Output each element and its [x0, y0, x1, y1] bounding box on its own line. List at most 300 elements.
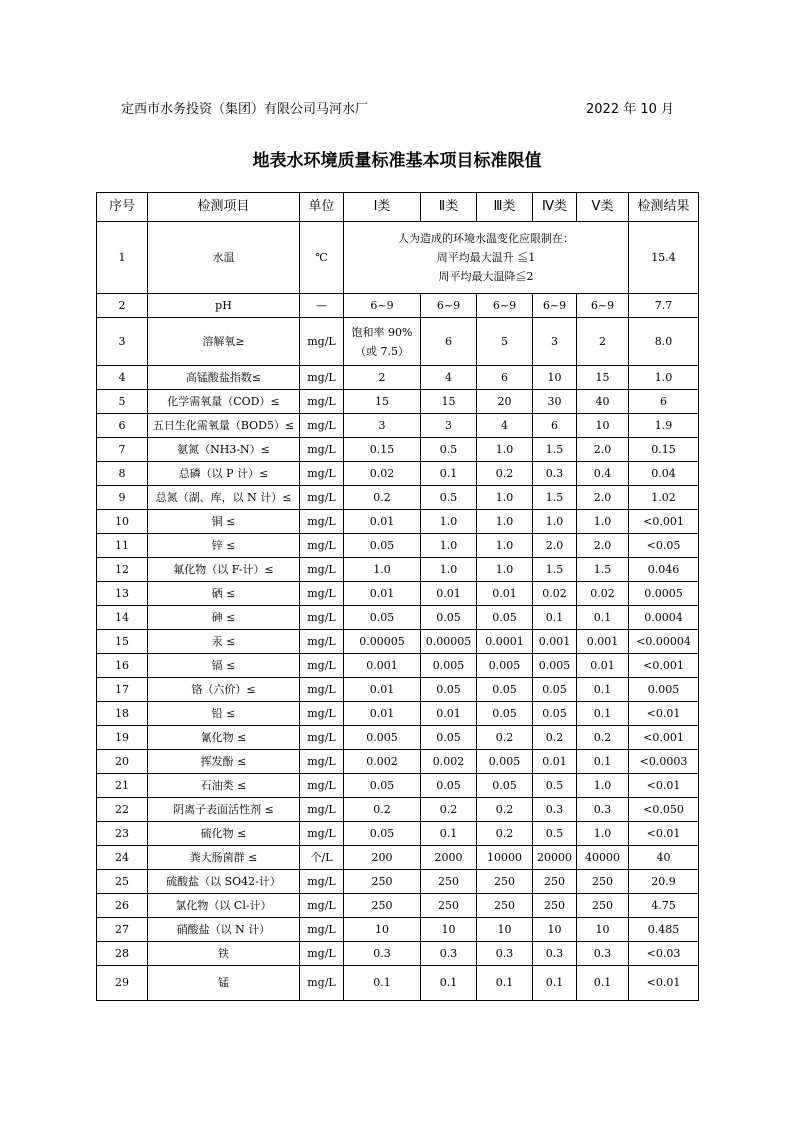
class-5-value: 2.0 [577, 534, 629, 558]
row-number: 2 [97, 294, 148, 318]
row-number: 27 [97, 918, 148, 942]
class-3-value: 1.0 [477, 558, 533, 582]
item-name: 化学需氧量（COD）≤ [148, 390, 300, 414]
table-row [97, 870, 699, 894]
row-number: 29 [97, 966, 148, 1001]
result: 6 [629, 390, 699, 414]
unit: 个/L [300, 846, 344, 870]
table-row [97, 414, 699, 438]
table-row [97, 534, 699, 558]
unit: mg/L [300, 366, 344, 390]
class-5-value: 2 [577, 318, 629, 366]
row-number: 20 [97, 750, 148, 774]
class-1-value: 0.2 [344, 486, 421, 510]
result: 0.485 [629, 918, 699, 942]
column-header: Ⅱ类 [421, 193, 477, 222]
unit: mg/L [300, 510, 344, 534]
value-line: 饱和率 90% [351, 325, 413, 339]
unit: mg/L [300, 414, 344, 438]
class-3-value: 1.0 [477, 534, 533, 558]
class-3-value: 250 [477, 870, 533, 894]
item-name: 总磷（以 P 计）≤ [148, 462, 300, 486]
class-4-value: 1.5 [533, 558, 577, 582]
row-number: 24 [97, 846, 148, 870]
item-name: 氰化物 ≤ [148, 726, 300, 750]
column-header: 单位 [300, 193, 344, 222]
class-1-value: 0.02 [344, 462, 421, 486]
note-line: 周平均最大温降≦2 [438, 270, 534, 283]
class-3-value: 0.05 [477, 774, 533, 798]
result: 1.9 [629, 414, 699, 438]
class-5-value: 1.0 [577, 774, 629, 798]
class-4-value: 0.05 [533, 678, 577, 702]
item-name: 挥发酚 ≤ [148, 750, 300, 774]
column-header: 序号 [97, 193, 148, 222]
item-name: 铜 ≤ [148, 510, 300, 534]
class-4-value: 0.3 [533, 798, 577, 822]
row-number: 5 [97, 390, 148, 414]
unit: mg/L [300, 462, 344, 486]
class-4-value: 0.001 [533, 630, 577, 654]
class-3-value: 4 [477, 414, 533, 438]
item-name: 砷 ≤ [148, 606, 300, 630]
unit: mg/L [300, 966, 344, 1001]
result: <0.03 [629, 942, 699, 966]
table-row [97, 510, 699, 534]
item-name: 锰 [148, 966, 300, 1001]
table-row [97, 606, 699, 630]
class-3-value: 0.3 [477, 942, 533, 966]
result: 8.0 [629, 318, 699, 366]
result: <0.001 [629, 510, 699, 534]
class-2-value: 2000 [421, 846, 477, 870]
result: <0.01 [629, 702, 699, 726]
class-3-value: 10000 [477, 846, 533, 870]
class-2-value: 6~9 [421, 294, 477, 318]
class-1-value: 0.01 [344, 582, 421, 606]
class-1-value: 0.001 [344, 654, 421, 678]
class-4-value: 1.5 [533, 486, 577, 510]
class-3-value: 5 [477, 318, 533, 366]
unit: mg/L [300, 822, 344, 846]
class-2-value: 0.1 [421, 462, 477, 486]
class-5-value: 250 [577, 894, 629, 918]
result: 7.7 [629, 294, 699, 318]
class-2-value: 0.005 [421, 654, 477, 678]
class-4-value: 0.05 [533, 702, 577, 726]
item-name: 总氮（湖、库，以 N 计）≤ [148, 486, 300, 510]
result: 0.005 [629, 678, 699, 702]
class-2-value: 10 [421, 918, 477, 942]
page-title: 地表水环境质量标准基本项目标准限值 [252, 151, 542, 171]
value-line: （或 7.5） [355, 344, 409, 358]
item-name: 高锰酸盐指数≤ [148, 366, 300, 390]
unit: mg/L [300, 318, 344, 366]
result: 0.0004 [629, 606, 699, 630]
row-number: 17 [97, 678, 148, 702]
class-5-value: 15 [577, 366, 629, 390]
class-2-value: 0.05 [421, 726, 477, 750]
class-2-value: 0.00005 [421, 630, 477, 654]
table-row [97, 750, 699, 774]
class-4-value: 250 [533, 870, 577, 894]
item-name: 硒 ≤ [148, 582, 300, 606]
class-1-value: 0.2 [344, 798, 421, 822]
row-number: 12 [97, 558, 148, 582]
row-number: 23 [97, 822, 148, 846]
row-number: 8 [97, 462, 148, 486]
table-row [97, 702, 699, 726]
unit: mg/L [300, 558, 344, 582]
class-3-value: 20 [477, 390, 533, 414]
result: <0.05 [629, 534, 699, 558]
table-header-row [97, 193, 699, 222]
class-3-value: 0.2 [477, 822, 533, 846]
item-name: 铁 [148, 942, 300, 966]
result: <0.0003 [629, 750, 699, 774]
table-row [97, 678, 699, 702]
table-row [97, 438, 699, 462]
water-temp-note [344, 222, 629, 294]
row-number: 15 [97, 630, 148, 654]
table-row [97, 654, 699, 678]
table-row [97, 894, 699, 918]
class-5-value: 0.3 [577, 798, 629, 822]
unit: mg/L [300, 894, 344, 918]
report-date: 2022 年 10 月 [586, 102, 675, 117]
standards-table [96, 192, 699, 1001]
row-number: 22 [97, 798, 148, 822]
table-row [97, 822, 699, 846]
item-name: 硫酸盐（以 SO42-计） [148, 870, 300, 894]
class-1-value: 0.00005 [344, 630, 421, 654]
class-5-value: 1.0 [577, 822, 629, 846]
unit: mg/L [300, 798, 344, 822]
row-number: 1 [97, 222, 148, 294]
result: 15.4 [629, 222, 699, 294]
unit: mg/L [300, 606, 344, 630]
unit: mg/L [300, 774, 344, 798]
class-4-value: 6 [533, 414, 577, 438]
column-header: Ⅳ类 [533, 193, 577, 222]
result: <0.001 [629, 726, 699, 750]
result: 1.0 [629, 366, 699, 390]
class-1-value: 15 [344, 390, 421, 414]
class-4-value: 0.5 [533, 774, 577, 798]
item-name: 氯化物（以 Cl-计） [148, 894, 300, 918]
class-3-value: 0.0001 [477, 630, 533, 654]
class-5-value: 250 [577, 870, 629, 894]
item-name: 氟化物（以 F-计）≤ [148, 558, 300, 582]
class-3-value: 0.005 [477, 654, 533, 678]
table-row [97, 318, 699, 366]
result: <0.01 [629, 966, 699, 1001]
class-2-value: 250 [421, 870, 477, 894]
class-4-value: 0.2 [533, 726, 577, 750]
unit: mg/L [300, 942, 344, 966]
row-number: 6 [97, 414, 148, 438]
table-row [97, 918, 699, 942]
class-1-value: 0.002 [344, 750, 421, 774]
class-1-value: 250 [344, 894, 421, 918]
organization-name: 定西市水务投资（集团）有限公司马河水厂 [121, 102, 369, 117]
class-5-value: 0.02 [577, 582, 629, 606]
class-5-value: 0.1 [577, 702, 629, 726]
item-name: 硫化物 ≤ [148, 822, 300, 846]
class-4-value: 10 [533, 366, 577, 390]
unit: mg/L [300, 582, 344, 606]
class-4-value: 10 [533, 918, 577, 942]
unit: mg/L [300, 486, 344, 510]
table-row [97, 486, 699, 510]
class-3-value: 10 [477, 918, 533, 942]
item-name: 锌 ≤ [148, 534, 300, 558]
class-2-value: 1.0 [421, 534, 477, 558]
class-2-value: 0.2 [421, 798, 477, 822]
note-line: 人为造成的环境水温变化应限制在： [398, 232, 574, 245]
class-3-value: 0.1 [477, 966, 533, 1001]
row-number: 9 [97, 486, 148, 510]
class-5-value: 6~9 [577, 294, 629, 318]
class-1-value: 0.05 [344, 606, 421, 630]
row-number: 14 [97, 606, 148, 630]
row-number: 4 [97, 366, 148, 390]
class-1-value: 0.05 [344, 822, 421, 846]
class-5-value: 0.1 [577, 750, 629, 774]
column-header: Ⅲ类 [477, 193, 533, 222]
table-row [97, 846, 699, 870]
unit: — [300, 294, 344, 318]
item-name: 镉 ≤ [148, 654, 300, 678]
result: 0.046 [629, 558, 699, 582]
class-2-value: 250 [421, 894, 477, 918]
class-5-value: 0.4 [577, 462, 629, 486]
unit: mg/L [300, 390, 344, 414]
row-number: 11 [97, 534, 148, 558]
class-4-value: 1.5 [533, 438, 577, 462]
unit: mg/L [300, 678, 344, 702]
class-1-value: 0.15 [344, 438, 421, 462]
class-3-value: 0.05 [477, 606, 533, 630]
class-2-value: 0.01 [421, 582, 477, 606]
table-row [97, 942, 699, 966]
class-4-value: 0.3 [533, 462, 577, 486]
table-row [97, 798, 699, 822]
result: 20.9 [629, 870, 699, 894]
class-4-value: 0.1 [533, 606, 577, 630]
class-4-value: 6~9 [533, 294, 577, 318]
result: <0.01 [629, 774, 699, 798]
class-5-value: 10 [577, 918, 629, 942]
class-4-value: 0.3 [533, 942, 577, 966]
class-2-value: 15 [421, 390, 477, 414]
class-2-value: 0.3 [421, 942, 477, 966]
class-4-value: 0.1 [533, 966, 577, 1001]
row-number: 26 [97, 894, 148, 918]
column-header: Ⅰ类 [344, 193, 421, 222]
class-3-value: 1.0 [477, 486, 533, 510]
table-row [97, 630, 699, 654]
class-3-value: 0.2 [477, 462, 533, 486]
class-2-value: 0.1 [421, 966, 477, 1001]
row-number: 28 [97, 942, 148, 966]
class-2-value: 6 [421, 318, 477, 366]
result: 40 [629, 846, 699, 870]
result: 0.04 [629, 462, 699, 486]
class-1-value: 0.05 [344, 534, 421, 558]
class-5-value: 0.1 [577, 678, 629, 702]
class-4-value: 0.005 [533, 654, 577, 678]
row-number: 10 [97, 510, 148, 534]
class-2-value: 0.05 [421, 774, 477, 798]
class-2-value: 0.1 [421, 822, 477, 846]
item-name: pH [148, 294, 300, 318]
result: 1.02 [629, 486, 699, 510]
class-5-value: 0.001 [577, 630, 629, 654]
class-3-value: 0.2 [477, 726, 533, 750]
unit: mg/L [300, 630, 344, 654]
class-1-value: 3 [344, 414, 421, 438]
class-1-value: 10 [344, 918, 421, 942]
unit: mg/L [300, 654, 344, 678]
class-5-value: 2.0 [577, 486, 629, 510]
unit: mg/L [300, 870, 344, 894]
class-4-value: 20000 [533, 846, 577, 870]
class-1-value: 0.01 [344, 510, 421, 534]
class-2-value: 4 [421, 366, 477, 390]
unit: mg/L [300, 726, 344, 750]
class-3-value: 0.005 [477, 750, 533, 774]
class-5-value: 10 [577, 414, 629, 438]
table-row [97, 294, 699, 318]
row-number: 13 [97, 582, 148, 606]
class-3-value: 6 [477, 366, 533, 390]
class-5-value: 0.01 [577, 654, 629, 678]
row-number: 19 [97, 726, 148, 750]
item-name: 阴离子表面活性剂 ≤ [148, 798, 300, 822]
class-1-value [344, 318, 421, 366]
class-3-value: 0.05 [477, 678, 533, 702]
row-number: 3 [97, 318, 148, 366]
column-header: Ⅴ类 [577, 193, 629, 222]
item-name: 水温 [148, 222, 300, 294]
row-number: 25 [97, 870, 148, 894]
result: <0.001 [629, 654, 699, 678]
class-1-value: 0.3 [344, 942, 421, 966]
class-4-value: 0.02 [533, 582, 577, 606]
unit: mg/L [300, 702, 344, 726]
item-name: 铬（六价）≤ [148, 678, 300, 702]
class-5-value: 1.5 [577, 558, 629, 582]
table-row [97, 390, 699, 414]
class-4-value: 30 [533, 390, 577, 414]
item-name: 五日生化需氧量（BOD5）≤ [148, 414, 300, 438]
item-name: 粪大肠菌群 ≤ [148, 846, 300, 870]
class-5-value: 40000 [577, 846, 629, 870]
table-row [97, 462, 699, 486]
result: 0.15 [629, 438, 699, 462]
class-5-value: 0.1 [577, 606, 629, 630]
class-1-value: 0.005 [344, 726, 421, 750]
class-2-value: 0.05 [421, 606, 477, 630]
row-number: 16 [97, 654, 148, 678]
table-row [97, 966, 699, 1001]
class-1-value: 250 [344, 870, 421, 894]
class-5-value: 1.0 [577, 510, 629, 534]
result: <0.00004 [629, 630, 699, 654]
note-line: 周平均最大温升 ≦1 [436, 251, 536, 264]
class-4-value: 0.5 [533, 822, 577, 846]
unit: mg/L [300, 750, 344, 774]
item-name: 氨氮（NH3-N）≤ [148, 438, 300, 462]
class-4-value: 0.01 [533, 750, 577, 774]
item-name: 石油类 ≤ [148, 774, 300, 798]
column-header: 检测结果 [629, 193, 699, 222]
column-header: 检测项目 [148, 193, 300, 222]
class-2-value: 0.5 [421, 438, 477, 462]
class-2-value: 0.05 [421, 678, 477, 702]
class-1-value: 2 [344, 366, 421, 390]
class-1-value: 200 [344, 846, 421, 870]
class-2-value: 1.0 [421, 558, 477, 582]
class-5-value: 0.3 [577, 942, 629, 966]
class-3-value: 0.01 [477, 582, 533, 606]
class-5-value: 0.1 [577, 966, 629, 1001]
class-3-value: 0.2 [477, 798, 533, 822]
result: <0.050 [629, 798, 699, 822]
table-row [97, 558, 699, 582]
class-1-value: 0.05 [344, 774, 421, 798]
class-3-value: 6~9 [477, 294, 533, 318]
class-2-value: 0.002 [421, 750, 477, 774]
table-row [97, 726, 699, 750]
table-row [97, 222, 699, 294]
unit: mg/L [300, 918, 344, 942]
item-name: 溶解氧≥ [148, 318, 300, 366]
table-row [97, 366, 699, 390]
class-4-value: 3 [533, 318, 577, 366]
table-row [97, 774, 699, 798]
class-5-value: 40 [577, 390, 629, 414]
class-2-value: 1.0 [421, 510, 477, 534]
unit: mg/L [300, 438, 344, 462]
class-5-value: 2.0 [577, 438, 629, 462]
class-1-value: 1.0 [344, 558, 421, 582]
row-number: 18 [97, 702, 148, 726]
class-5-value: 0.2 [577, 726, 629, 750]
class-2-value: 0.01 [421, 702, 477, 726]
unit: ℃ [300, 222, 344, 294]
result: 4.75 [629, 894, 699, 918]
class-1-value: 6~9 [344, 294, 421, 318]
class-1-value: 0.01 [344, 678, 421, 702]
class-3-value: 0.05 [477, 702, 533, 726]
class-2-value: 0.5 [421, 486, 477, 510]
row-number: 21 [97, 774, 148, 798]
class-4-value: 1.0 [533, 510, 577, 534]
class-3-value: 250 [477, 894, 533, 918]
item-name: 铅 ≤ [148, 702, 300, 726]
class-1-value: 0.1 [344, 966, 421, 1001]
unit: mg/L [300, 534, 344, 558]
result: 0.0005 [629, 582, 699, 606]
item-name: 硝酸盐（以 N 计） [148, 918, 300, 942]
class-2-value: 3 [421, 414, 477, 438]
result: <0.01 [629, 822, 699, 846]
class-4-value: 250 [533, 894, 577, 918]
row-number: 7 [97, 438, 148, 462]
item-name: 汞 ≤ [148, 630, 300, 654]
